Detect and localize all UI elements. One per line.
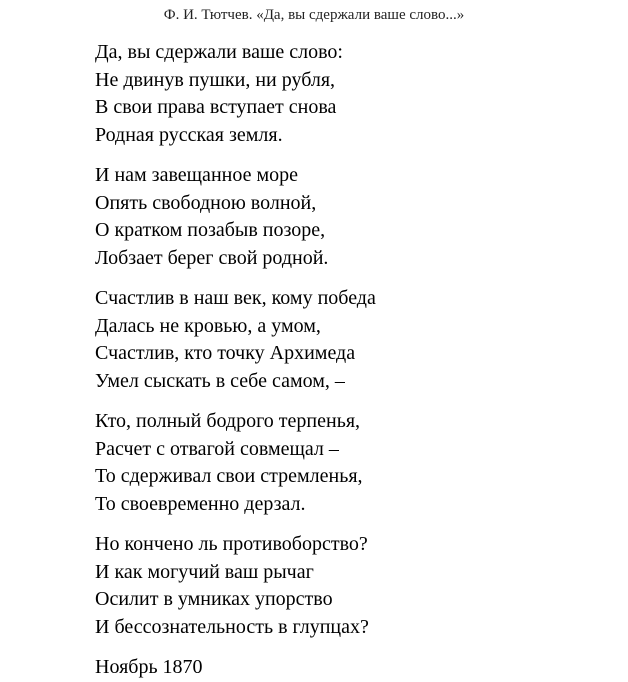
poem-line: И бессознательность в глупцах?	[95, 615, 369, 638]
poem-line: Осилит в умниках упорство	[95, 588, 333, 610]
poem-line: Умел сыскать в себе самом, –	[95, 369, 345, 392]
poem-body	[95, 39, 615, 682]
stanza-5	[95, 531, 615, 641]
poem-line: Счастлив, кто точку Архимеда	[95, 342, 356, 364]
poem-line: Не двинув пушки, ни рубля,	[95, 68, 336, 91]
poem-line: Опять свободною волной,	[95, 191, 317, 214]
stanza-3	[95, 285, 615, 395]
stanza-4	[95, 408, 615, 518]
poem-line: Расчет с отвагой совмещал –	[95, 437, 339, 460]
poem-line: И нам завещанное море	[95, 164, 298, 186]
poem-line: Далась не кровью, а умом,	[95, 314, 321, 337]
poem-line: Да, вы сдержали ваше слово:	[95, 41, 343, 63]
poem-line: О кратком позабыв позоре,	[95, 219, 326, 241]
poem-line: И как могучий ваш рычаг	[95, 560, 314, 583]
poem-line: То сдерживал свои стремленья,	[95, 465, 363, 487]
stanza-1	[95, 39, 615, 149]
poem-line: Кто, полный бодрого терпенья,	[95, 410, 361, 432]
poem-line: Родная русская земля.	[95, 123, 283, 146]
poem-line: Счастлив в наш век, кому победа	[95, 287, 376, 309]
stanza-2	[95, 162, 615, 272]
running-header: Ф. И. Тютчев. «Да, вы сдержали ваше слово...»	[163, 7, 465, 23]
poem-date: Ноябрь 1870	[95, 656, 203, 678]
poem-line: То своевременно дерзал.	[95, 492, 306, 515]
poem-line: Но кончено ль противоборство?	[95, 533, 368, 555]
poem-line: Лобзает берег свой родной.	[95, 246, 329, 269]
poem-line: В свои права вступает снова	[95, 96, 337, 118]
